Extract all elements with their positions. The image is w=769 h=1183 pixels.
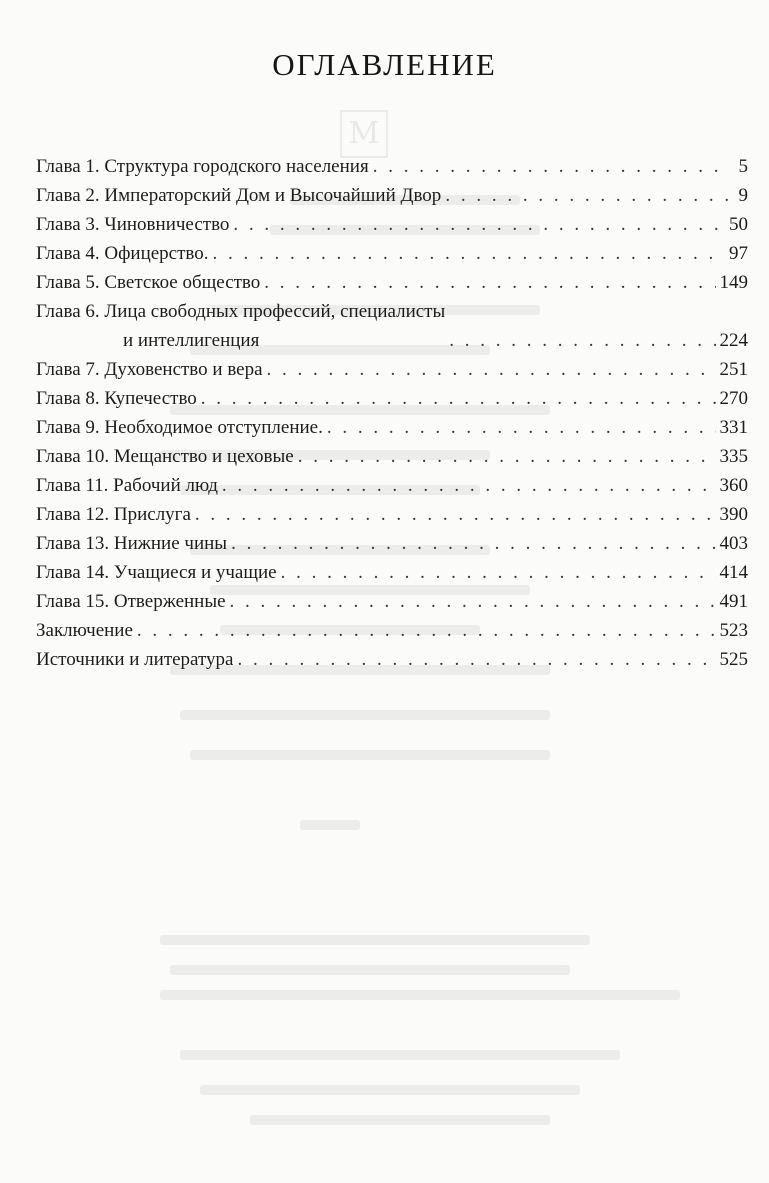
- toc-entry[interactable]: [36, 587, 748, 616]
- leader-dots: [298, 442, 716, 471]
- toc-entry-title: Глава 13. Нижние чины: [36, 533, 228, 554]
- toc-entry-page: 360: [719, 475, 748, 496]
- toc-entry-title: Глава 7. Духовенство и вера: [36, 359, 263, 380]
- leader-dots: [373, 152, 728, 181]
- leader-dots: [213, 239, 725, 268]
- toc-entry-title: Глава 14. Учащиеся и учащие: [36, 562, 277, 583]
- toc-entry-title: [36, 297, 445, 355]
- toc-entry-title: Глава 5. Светское общество: [36, 272, 261, 293]
- toc-entry[interactable]: [36, 558, 748, 587]
- toc-entry-page: 331: [719, 417, 748, 438]
- leader-dots: [222, 471, 716, 500]
- leader-dots: [267, 355, 716, 384]
- toc-entry[interactable]: [36, 500, 748, 529]
- toc-entry-title: Заключение: [36, 620, 133, 641]
- toc-entry-page: 5: [738, 156, 748, 177]
- toc-entry-title: Глава 10. Мещанство и цеховые: [36, 446, 294, 467]
- toc-entry[interactable]: [36, 471, 748, 500]
- toc-entry-title: Глава 8. Купечество: [36, 388, 197, 409]
- table-of-contents: [36, 152, 748, 674]
- toc-entry-title: Глава 2. Императорский Дом и Высочайший Двор: [36, 185, 442, 206]
- leader-dots: [201, 384, 716, 413]
- toc-entry-page: 414: [719, 562, 748, 583]
- page-title: ОГЛАВЛЕНИЕ: [272, 47, 497, 82]
- toc-entry-title: Глава 12. Прислуга: [36, 504, 191, 525]
- leader-dots: [230, 587, 716, 616]
- toc-entry-title-line2: и интеллигенция: [123, 330, 260, 351]
- leader-dots: [281, 558, 716, 587]
- toc-entry[interactable]: [36, 384, 748, 413]
- toc-entry-title: Глава 4. Офицерство.: [36, 243, 209, 264]
- toc-entry-page: 50: [729, 214, 748, 235]
- toc-entry-page: 149: [719, 272, 748, 293]
- toc-entry-title: Глава 15. Отверженные: [36, 591, 226, 612]
- toc-entry[interactable]: [36, 645, 748, 674]
- leader-dots: [238, 645, 716, 674]
- toc-entry-title: Глава 1. Структура городского населения: [36, 156, 369, 177]
- publisher-logo-show-through: M: [340, 110, 388, 158]
- toc-entry[interactable]: [36, 268, 748, 297]
- toc-entry[interactable]: [36, 210, 748, 239]
- toc-entry-page: 224: [719, 330, 748, 351]
- toc-entry[interactable]: [36, 529, 748, 558]
- toc-entry-page: 491: [719, 591, 748, 612]
- toc-entry-page: 525: [719, 649, 748, 670]
- toc-entry-title: Глава 9. Необходимое отступление.: [36, 417, 323, 438]
- toc-entry[interactable]: [36, 616, 748, 645]
- toc-entry[interactable]: [36, 297, 748, 355]
- leader-dots: [264, 268, 715, 297]
- toc-entry-title: Глава 11. Рабочий люд: [36, 475, 218, 496]
- leader-dots: [327, 413, 716, 442]
- toc-entry-page: 9: [738, 185, 748, 206]
- toc-entry[interactable]: [36, 239, 748, 268]
- toc-entry-page: 251: [719, 359, 748, 380]
- toc-entry[interactable]: [36, 355, 748, 384]
- toc-entry-title-line1: Глава 6. Лица свободных профессий, специалисты: [36, 301, 446, 322]
- toc-entry-page: 523: [719, 620, 748, 641]
- leader-dots: [231, 529, 715, 558]
- toc-entry[interactable]: [36, 152, 748, 181]
- leader-dots: [445, 181, 728, 210]
- toc-entry-title: Глава 3. Чиновничество: [36, 214, 230, 235]
- toc-entry-page: 335: [719, 446, 748, 467]
- leader-dots: [195, 500, 716, 529]
- toc-entry-title: Источники и литература: [36, 649, 234, 670]
- toc-entry-page: 390: [719, 504, 748, 525]
- toc-entry[interactable]: [36, 413, 748, 442]
- toc-entry-page: 97: [729, 243, 748, 264]
- leader-dots: [233, 210, 725, 239]
- leader-dots: [137, 616, 716, 645]
- toc-entry[interactable]: [36, 442, 748, 471]
- toc-entry[interactable]: [36, 181, 748, 210]
- toc-entry-page: 270: [719, 388, 748, 409]
- leader-dots: [449, 326, 715, 355]
- toc-entry-page: 403: [719, 533, 748, 554]
